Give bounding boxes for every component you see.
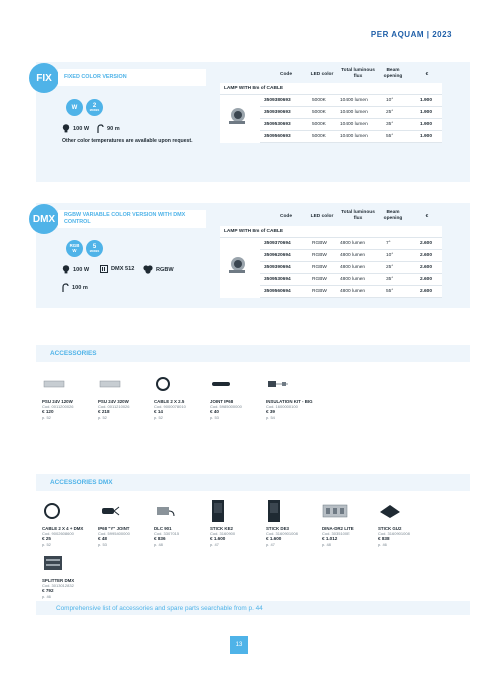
fix-col-eur: € <box>425 72 429 77</box>
dmx-badge: DMX <box>29 204 59 234</box>
accessory-item[interactable]: PSU 24V 320W Cod. 0011210026 € 218 p. 52 <box>98 371 150 420</box>
dmx-table-row: 3509370694 RGBW 4800 lumen 7° 2.600 <box>260 238 442 250</box>
fix-note: Other color temperatures are available upon request. <box>62 138 193 144</box>
cable-coil-image <box>42 502 62 520</box>
dmx-col-led: LED color <box>310 214 334 219</box>
lamp-image <box>226 254 248 276</box>
dmx-col-beam: Beam opening <box>383 210 403 221</box>
dmx-power: 100 W <box>62 265 89 274</box>
dmx-table-row: 3509530694 RGBW 4800 lumen 35° 2.600 <box>260 274 442 286</box>
dmx-color-circle: RGB W <box>66 240 83 257</box>
splitter-image <box>42 554 64 572</box>
accessory-item[interactable]: JOINT IP68 Cod. 5985000000 € 40 p. 53 <box>210 371 262 420</box>
dmx-modes-circle: 5 MODES <box>86 240 103 257</box>
cable-icon <box>62 283 69 292</box>
dmx-table-row: 3509560694 RGBW 4800 lumen 55° 2.600 <box>260 286 442 298</box>
stick-image <box>266 499 282 523</box>
cable-icon <box>97 124 104 133</box>
joint-image <box>210 379 232 389</box>
cable-coil-image <box>154 376 172 392</box>
footer-note: Comprehensive list of accessories and spare parts searchable from p. 44 <box>36 601 470 615</box>
fix-badge: FIX <box>29 63 59 93</box>
fix-col-beam: Beam opening <box>383 68 403 79</box>
accessory-item[interactable]: SPLITTER DMX Cod. 3013012832 € 792 p. 46 <box>42 550 94 599</box>
fix-cable: 90 m <box>97 124 120 133</box>
lamp-image <box>226 105 248 127</box>
fix-table-row: 3509390693 5000K 10400 lumen 25° 1.900 <box>260 107 442 119</box>
accessory-item[interactable]: STICK GU2 Cod. 3160901008 € 838 p. 46 <box>378 498 430 547</box>
header-title: PER AQUAM | 2023 <box>370 30 452 39</box>
dmx-protocol: DMX 512 <box>100 265 134 273</box>
stick-gu2-image <box>378 502 402 520</box>
bulb-icon <box>62 265 70 274</box>
accessory-item[interactable]: DLC 901 Cod. 3307015 € 836 p. 48 <box>154 498 206 547</box>
fix-color-circle: W <box>66 99 83 116</box>
dmx-col-eur: € <box>425 214 429 219</box>
accessory-item[interactable]: INSULATION KIT - BIG Cod. 1600000100 € 39 p. 54 <box>266 371 318 420</box>
dmx-col-flux: Total luminous flux <box>341 210 375 221</box>
bulb-icon <box>62 124 70 133</box>
dmx-lamp-label: LAMP WITH 8m of CABLE <box>220 226 442 238</box>
psu-image <box>42 379 66 389</box>
dmx-icon <box>100 265 108 273</box>
dmx-version-title: RGBW VARIABLE COLOR VERSION WITH DMX CONTROL <box>58 210 206 228</box>
fix-table-row: 3509560693 5000K 10400 lumen 55° 1.900 <box>260 131 442 143</box>
accessory-item[interactable]: PSU 24V 120W Cod. 0011200026 € 120 p. 52 <box>42 371 94 420</box>
fix-table-row: 3509380693 5000K 10400 lumen 10° 1.900 <box>260 95 442 107</box>
dmx-table <box>220 226 442 298</box>
fix-modes-circle: 2 MODES <box>86 99 103 116</box>
y-joint-image <box>98 504 120 518</box>
fix-power: 100 W <box>62 124 89 133</box>
rgbw-icon <box>143 265 153 274</box>
fix-table-row: 3509530693 5000K 10400 lumen 35° 1.900 <box>260 119 442 131</box>
accessory-item[interactable]: CABLE 2 X 4 + DMX Cod. 9002608600 € 25 p. 52 <box>42 498 94 547</box>
dmx-table-row: 3509390694 RGBW 4800 lumen 25° 2.600 <box>260 262 442 274</box>
dmx-table-row: 3509620694 RGBW 4800 lumen 10° 2.600 <box>260 250 442 262</box>
insulation-kit-image <box>266 377 290 391</box>
fix-col-code: Code <box>280 72 292 77</box>
accessory-item[interactable]: CABLE 2 X 2.5 Cod. 9000078010 € 14 p. 52 <box>154 371 206 420</box>
accessories-dmx-title: ACCESSORIES DMX <box>36 474 470 491</box>
fix-lamp-label: LAMP WITH 8m of CABLE <box>220 83 442 95</box>
accessory-item[interactable]: DINA-DR2 LITE Cod. 3035100E € 1.012 p. 48 <box>322 498 374 547</box>
dlc-image <box>154 504 176 518</box>
accessory-item[interactable]: IP68 "Y" JOINT Cod. 5995400000 € 48 p. 53 <box>98 498 150 547</box>
fix-table <box>220 83 442 143</box>
accessories-title: ACCESSORIES <box>36 345 470 362</box>
dina-module-image <box>322 502 348 520</box>
accessory-item[interactable]: STICK KE2 Cod. 3160900 € 1.600 p. 47 <box>210 498 262 547</box>
accessory-item[interactable]: STICK DE3 Cod. 3160901008 € 1.600 p. 47 <box>266 498 318 547</box>
stick-image <box>210 499 226 523</box>
dmx-col-code: Code <box>280 214 292 219</box>
dmx-cable: 100 m <box>62 283 88 292</box>
fix-col-flux: Total luminous flux <box>341 68 375 79</box>
page-number: 13 <box>230 636 248 654</box>
fix-version-title: FIXED COLOR VERSION <box>58 69 206 86</box>
fix-col-led: LED color <box>310 72 334 77</box>
psu-image <box>98 379 122 389</box>
dmx-rgbw: RGBW <box>143 265 174 274</box>
